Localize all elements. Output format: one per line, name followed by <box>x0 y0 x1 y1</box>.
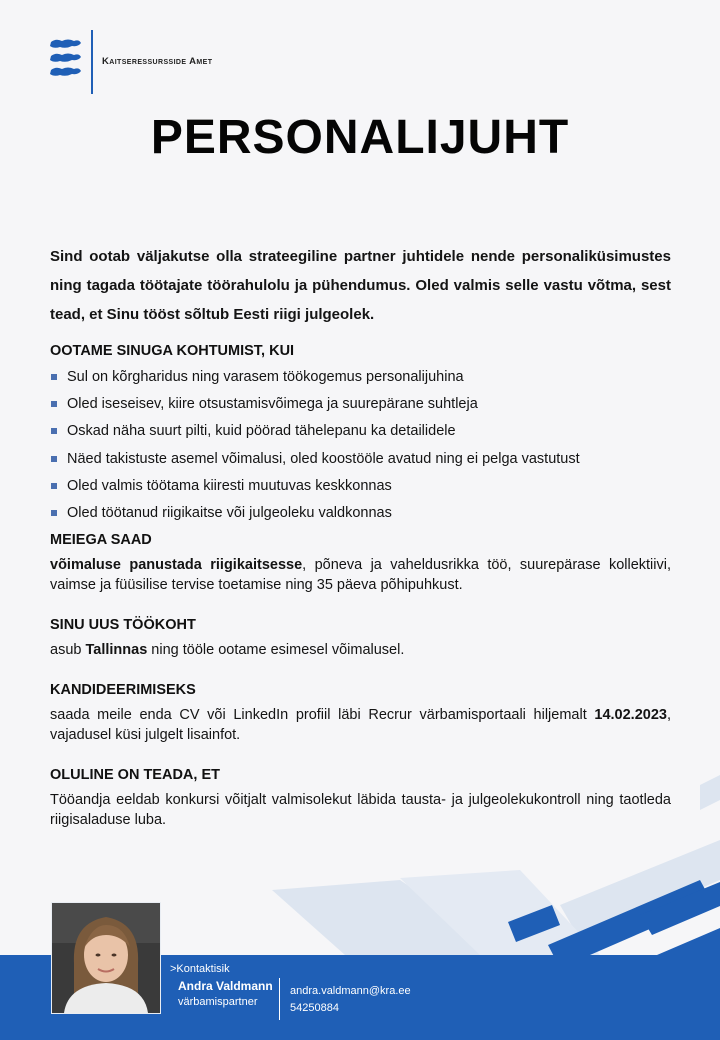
contact-email[interactable]: andra.valdmann@kra.ee <box>290 985 411 997</box>
requirements-heading: OOTAME SINUGA KOHTUMIST, KUI <box>50 343 295 359</box>
list-item: Näed takistuste asemel võimalusi, oled koostööle avatud ning ei pelga vastutust <box>50 449 671 476</box>
apply-pre: saada meile enda CV või LinkedIn profiil läbi Recrur värbamisportaali hiljemalt <box>50 707 595 724</box>
offer-bold: võimaluse panustada riigikaitsesse <box>50 557 303 574</box>
contact-label: >Kontaktisik <box>170 963 230 975</box>
offer-text <box>50 555 671 595</box>
workplace-post: ning tööle ootame esimesel võimalusel. <box>147 642 405 659</box>
offer-rest: , põneva ja vaheldusrikka töö, suurepärase kollektiivi, vaimse ja füüsilise tervise toetamise ning 35 päeva põhipuhkust. <box>50 557 671 594</box>
ad-body <box>50 242 671 830</box>
list-item: Oled valmis töötama kiiresti muutuvas keskkonnas <box>50 476 671 503</box>
apply-text <box>50 705 671 745</box>
organization-name: Kaitseressursside Amet <box>102 56 213 67</box>
list-item: Oled iseseisev, kiire otsustamisvõimega ja suurepärane suhtleja <box>50 394 671 421</box>
apply-section <box>50 682 671 745</box>
organization-logo <box>48 30 288 94</box>
workplace-city: Tallinnas <box>85 642 148 659</box>
notice-heading: OLULINE ON TEADA, ET <box>50 767 220 784</box>
list-item: Oled töötanud riigikaitse või julgeoleku valdkonnas <box>50 503 671 530</box>
light-stripe-1 <box>700 775 720 810</box>
workplace-heading: SINU UUS TÖÖKOHT <box>50 617 196 634</box>
contact-details <box>290 983 411 1017</box>
apply-deadline: 14.02.2023 <box>594 707 667 724</box>
logo-divider <box>91 30 93 94</box>
offer-heading: MEIEGA SAAD <box>50 532 152 549</box>
contact-photo <box>51 902 161 1014</box>
page-title: PERSONALIJUHT <box>150 111 570 164</box>
list-item: Sul on kõrgharidus ning varasem töökogemus personalijuhina <box>50 367 671 394</box>
contact-divider <box>279 978 280 1020</box>
three-lions-crest-icon <box>48 38 82 82</box>
requirements-list <box>50 367 671 530</box>
contact-person <box>170 963 273 1008</box>
workplace-section <box>50 617 671 660</box>
notice-section <box>50 767 671 830</box>
apply-heading: KANDIDEERIMISEKS <box>50 682 196 699</box>
notice-text: Tööandja eeldab konkursi võitjalt valmisolekut läbida tausta- ja julgeolekukontroll ning taotleda riigisaladuse luba. <box>50 792 671 829</box>
contact-role: värbamispartner <box>178 996 258 1008</box>
contact-phone[interactable]: 54250884 <box>290 1002 339 1014</box>
intro-paragraph: Sind ootab väljakutse olla strateegiline partner juhtidele nende personaliküsimustes ning tagada töötajate töörahulolu ja pühendumus. Oled valmis selle vastu võtma, sest tead, et Sinu tööst sõltub Eesti riigi julgeolek. <box>50 248 671 323</box>
offer-section <box>50 532 671 595</box>
workplace-pre: asub <box>50 642 86 659</box>
person-avatar-icon <box>52 903 160 1013</box>
apply-post: , vajadusel küsi julgelt lisainfot. <box>50 707 671 744</box>
contact-name: Andra Valdmann <box>178 979 273 993</box>
list-item: Oskad näha suurt pilti, kuid pöörad tähelepanu ka detailidele <box>50 421 671 448</box>
workplace-text <box>50 640 671 660</box>
